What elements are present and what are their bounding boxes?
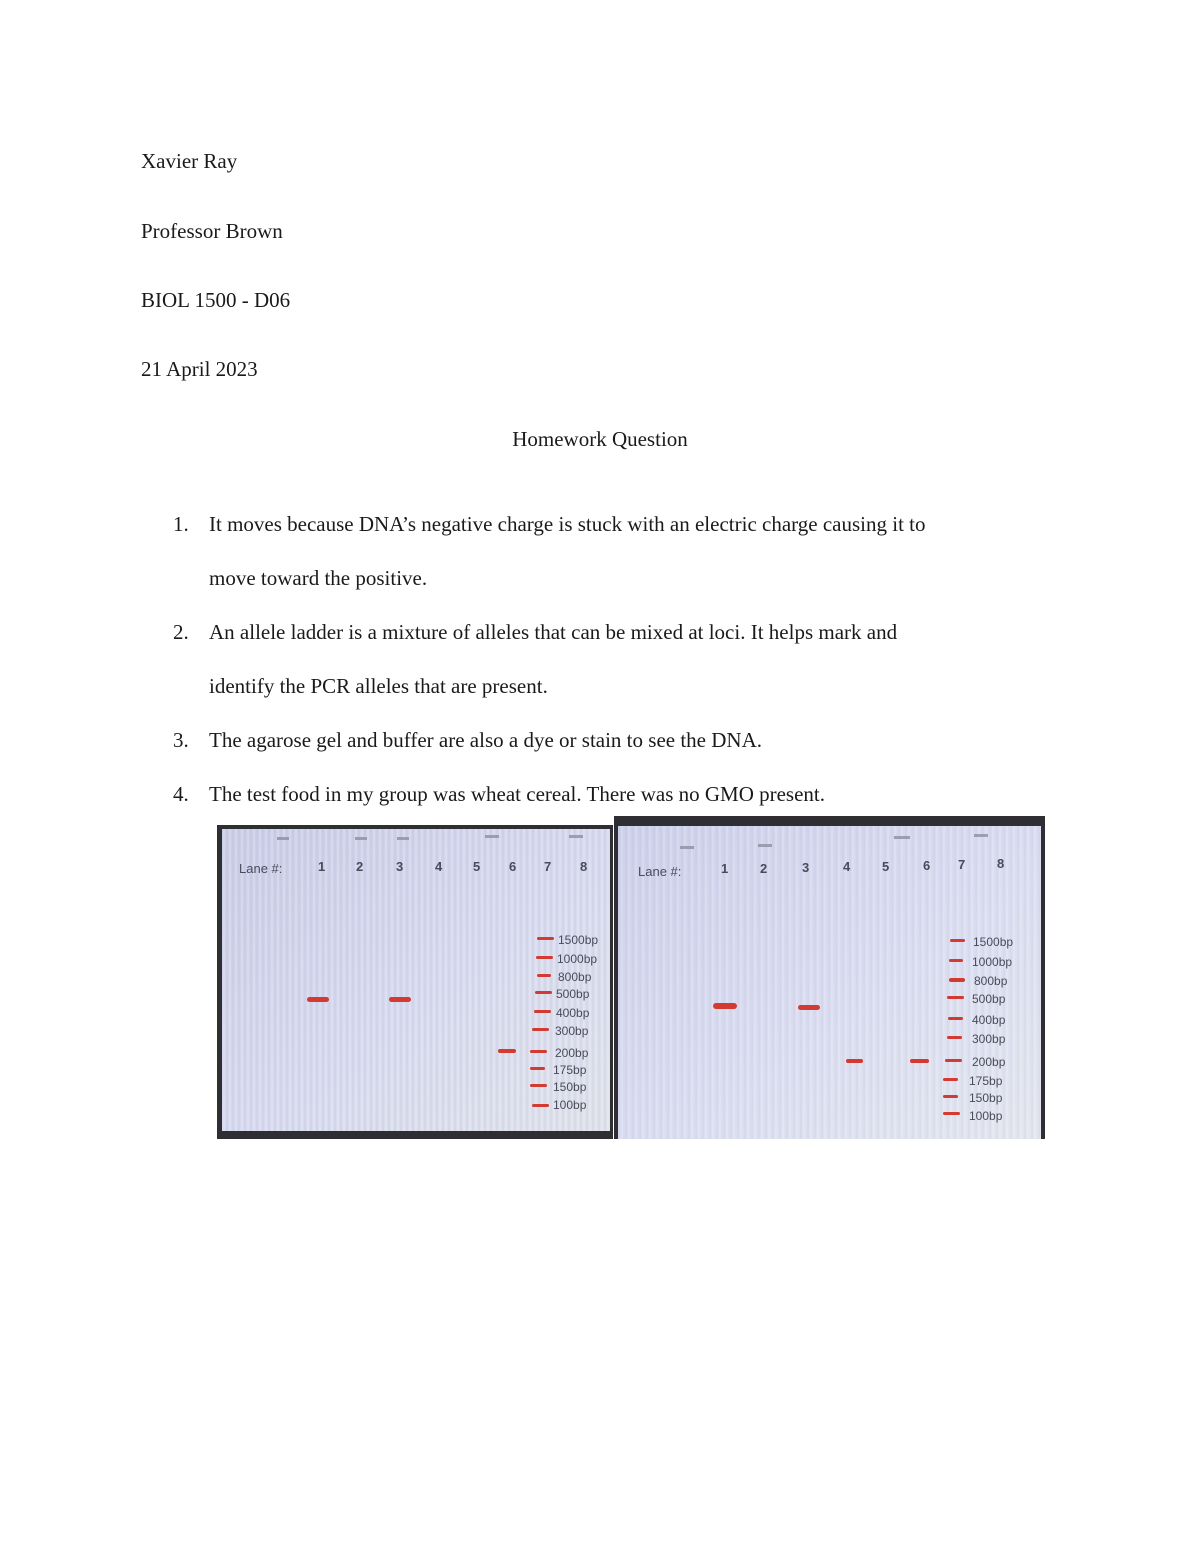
lane-label: Lane #: — [638, 864, 682, 879]
lane-number: 4 — [435, 859, 443, 874]
lane-number: 3 — [396, 859, 404, 874]
dna-band — [498, 1049, 516, 1053]
dna-band — [798, 1005, 820, 1010]
answer-item — [141, 497, 1041, 605]
answer-item — [141, 713, 1041, 767]
answer-list — [141, 497, 1041, 821]
lane-number: 8 — [580, 859, 588, 874]
ladder-band — [943, 1078, 958, 1081]
gel-photo-left — [217, 825, 613, 1139]
dna-band — [389, 997, 411, 1002]
lane-number: 6 — [509, 859, 517, 874]
answer-number: 4. — [173, 782, 189, 806]
ladder-label: 200bp — [972, 1055, 1006, 1069]
lane-number: 2 — [356, 859, 364, 874]
ladder-label: 200bp — [555, 1046, 589, 1060]
answer-text: It moves because DNA’s negative charge is stuck with an electric charge causing it to — [209, 512, 926, 536]
answer-text-continued: identify the PCR alleles that are present. — [209, 674, 548, 698]
ladder-band — [530, 1084, 547, 1087]
ladder-label: 400bp — [972, 1013, 1006, 1027]
ladder-label: 800bp — [558, 970, 592, 984]
student-name: Xavier Ray — [141, 149, 238, 173]
ladder-label: 1000bp — [972, 955, 1013, 969]
lane-number: 8 — [997, 856, 1005, 871]
answer-item — [141, 605, 1041, 713]
ladder-band — [530, 1067, 545, 1070]
lane-label: Lane #: — [239, 861, 283, 876]
ladder-band — [530, 1050, 547, 1053]
dna-band — [713, 1003, 737, 1009]
ladder-band — [943, 1095, 958, 1098]
answer-number: 3. — [173, 728, 189, 752]
ladder-band — [532, 1028, 549, 1031]
ladder-label: 300bp — [972, 1032, 1006, 1046]
lane-number: 7 — [544, 859, 552, 874]
ladder-label: 150bp — [553, 1080, 587, 1094]
page-title: Homework Question — [512, 427, 688, 451]
ladder-band — [950, 939, 965, 942]
ladder-label: 1000bp — [557, 952, 598, 966]
ladder-band — [948, 1017, 963, 1020]
ladder-band — [537, 937, 554, 940]
answer-number: 2. — [173, 620, 189, 644]
lane-number: 7 — [958, 857, 966, 872]
answer-text: The test food in my group was wheat cereal. There was no GMO present. — [209, 782, 826, 806]
ladder-label: 500bp — [556, 987, 590, 1001]
gel-image — [614, 816, 1045, 1139]
ladder-label: 1500bp — [973, 935, 1014, 949]
dna-band — [846, 1059, 863, 1063]
ladder-label: 100bp — [553, 1098, 587, 1112]
ladder-band — [947, 1036, 962, 1039]
lane-number: 1 — [721, 861, 729, 876]
ladder-label: 100bp — [969, 1109, 1003, 1123]
lane-number: 4 — [843, 859, 851, 874]
course-code: BIOL 1500 - D06 — [141, 288, 291, 312]
ladder-band — [945, 1059, 962, 1062]
ladder-label: 1500bp — [558, 933, 599, 947]
answer-number: 1. — [173, 512, 189, 536]
answer-text: The agarose gel and buffer are also a dye or stain to see the DNA. — [209, 728, 762, 752]
ladder-band — [943, 1112, 960, 1115]
ladder-band — [947, 996, 964, 999]
ladder-band — [949, 959, 963, 962]
dna-band — [910, 1059, 929, 1063]
ladder-label: 300bp — [555, 1024, 589, 1038]
lane-number: 2 — [760, 861, 768, 876]
dna-band — [307, 997, 329, 1002]
ladder-band — [536, 956, 553, 959]
ladder-band — [532, 1104, 549, 1107]
ladder-label: 400bp — [556, 1006, 590, 1020]
answer-text-continued: move toward the positive. — [209, 566, 428, 590]
answer-item — [141, 767, 1041, 821]
professor-name: Professor Brown — [141, 219, 283, 243]
lane-number: 1 — [318, 859, 326, 874]
ladder-label: 800bp — [974, 974, 1008, 988]
ladder-band — [535, 991, 552, 994]
lane-number: 6 — [923, 858, 931, 873]
ladder-label: 175bp — [553, 1063, 587, 1077]
ladder-label: 175bp — [969, 1074, 1003, 1088]
answer-text: An allele ladder is a mixture of alleles that can be mixed at loci. It helps mark and — [209, 620, 898, 644]
ladder-band — [537, 974, 551, 977]
assignment-date: 21 April 2023 — [141, 357, 258, 381]
ladder-label: 500bp — [972, 992, 1006, 1006]
lane-number: 5 — [473, 859, 481, 874]
lane-number: 3 — [802, 860, 810, 875]
gel-photo-right — [614, 816, 1045, 1139]
ladder-band — [949, 978, 965, 982]
ladder-band — [534, 1010, 551, 1013]
lane-number: 5 — [882, 859, 890, 874]
gel-image — [217, 825, 613, 1139]
ladder-label: 150bp — [969, 1091, 1003, 1105]
